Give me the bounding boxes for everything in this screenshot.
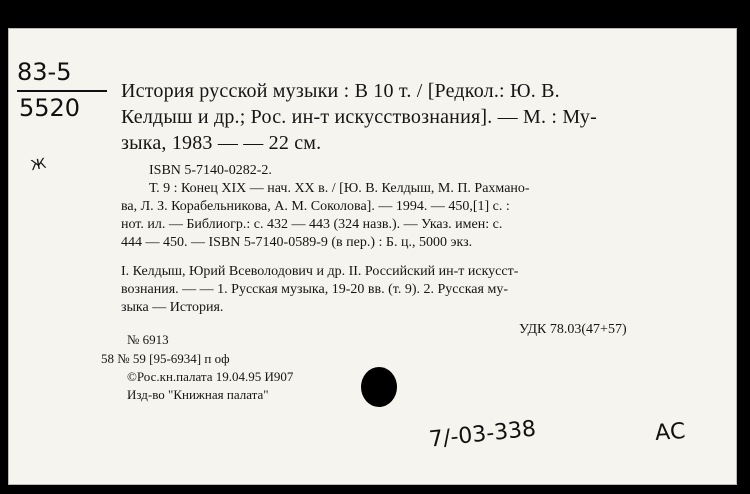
ink-blot	[361, 367, 397, 407]
title-line-2: Келдыш и др.; Рос. ин-т искусствознания]. — М. : Му-	[121, 106, 597, 128]
title-line-1: История русской музыки : В 10 т. / [Редкол.: Ю. В.	[121, 80, 560, 102]
subject-line-1: I. Келдыш, Юрий Всеволодович и др. II. Российский ин-т искусст-	[121, 264, 519, 279]
footer-number: № 6913	[127, 332, 169, 347]
handwritten-call-number-1: 83-5	[17, 58, 72, 86]
volume-line-1: Т. 9 : Конец XIX — нач. XX в. / [Ю. В. Келдыш, М. П. Рахмано-	[149, 181, 530, 196]
subject-line-2: вознания. — — 1. Русская музыка, 19-20 вв. (т. 9). 2. Русская му-	[121, 282, 508, 297]
handwritten-bottom-right-code: 7/-03-338	[427, 416, 538, 453]
subject-line-3: зыка — История.	[121, 300, 224, 315]
title-line-3: зыка, 1983 — — 22 см.	[121, 132, 322, 154]
volume-line-4: 444 — 450. — ISBN 5-7140-0589-9 (в пер.) : Б. ц., 5000 экз.	[121, 235, 473, 250]
footer-line-4: Изд-во "Книжная палата"	[127, 387, 269, 402]
isbn-main: ISBN 5-7140-0282-2.	[149, 163, 272, 178]
call-number-underline	[17, 90, 107, 92]
handwritten-note-left: Ж	[29, 155, 48, 175]
footer-line-2: 58 № 59 [95-6934] п оф	[101, 351, 230, 366]
catalog-card	[8, 28, 737, 485]
handwritten-bottom-right-initials: АС	[654, 418, 687, 447]
footer-udk: УДК 78.03(47+57)	[519, 322, 627, 337]
volume-line-3: нот. ил. — Библиогр.: с. 432 — 443 (324 назв.). — Указ. имен: с.	[121, 217, 503, 232]
footer-line-3: ©Рос.кн.палата 19.04.95 И907	[127, 369, 294, 384]
volume-line-2: ва, Л. З. Корабельникова, А. М. Соколова]. — 1994. — 450,[1] с. :	[121, 199, 510, 214]
handwritten-call-number-2: 5520	[19, 94, 81, 122]
